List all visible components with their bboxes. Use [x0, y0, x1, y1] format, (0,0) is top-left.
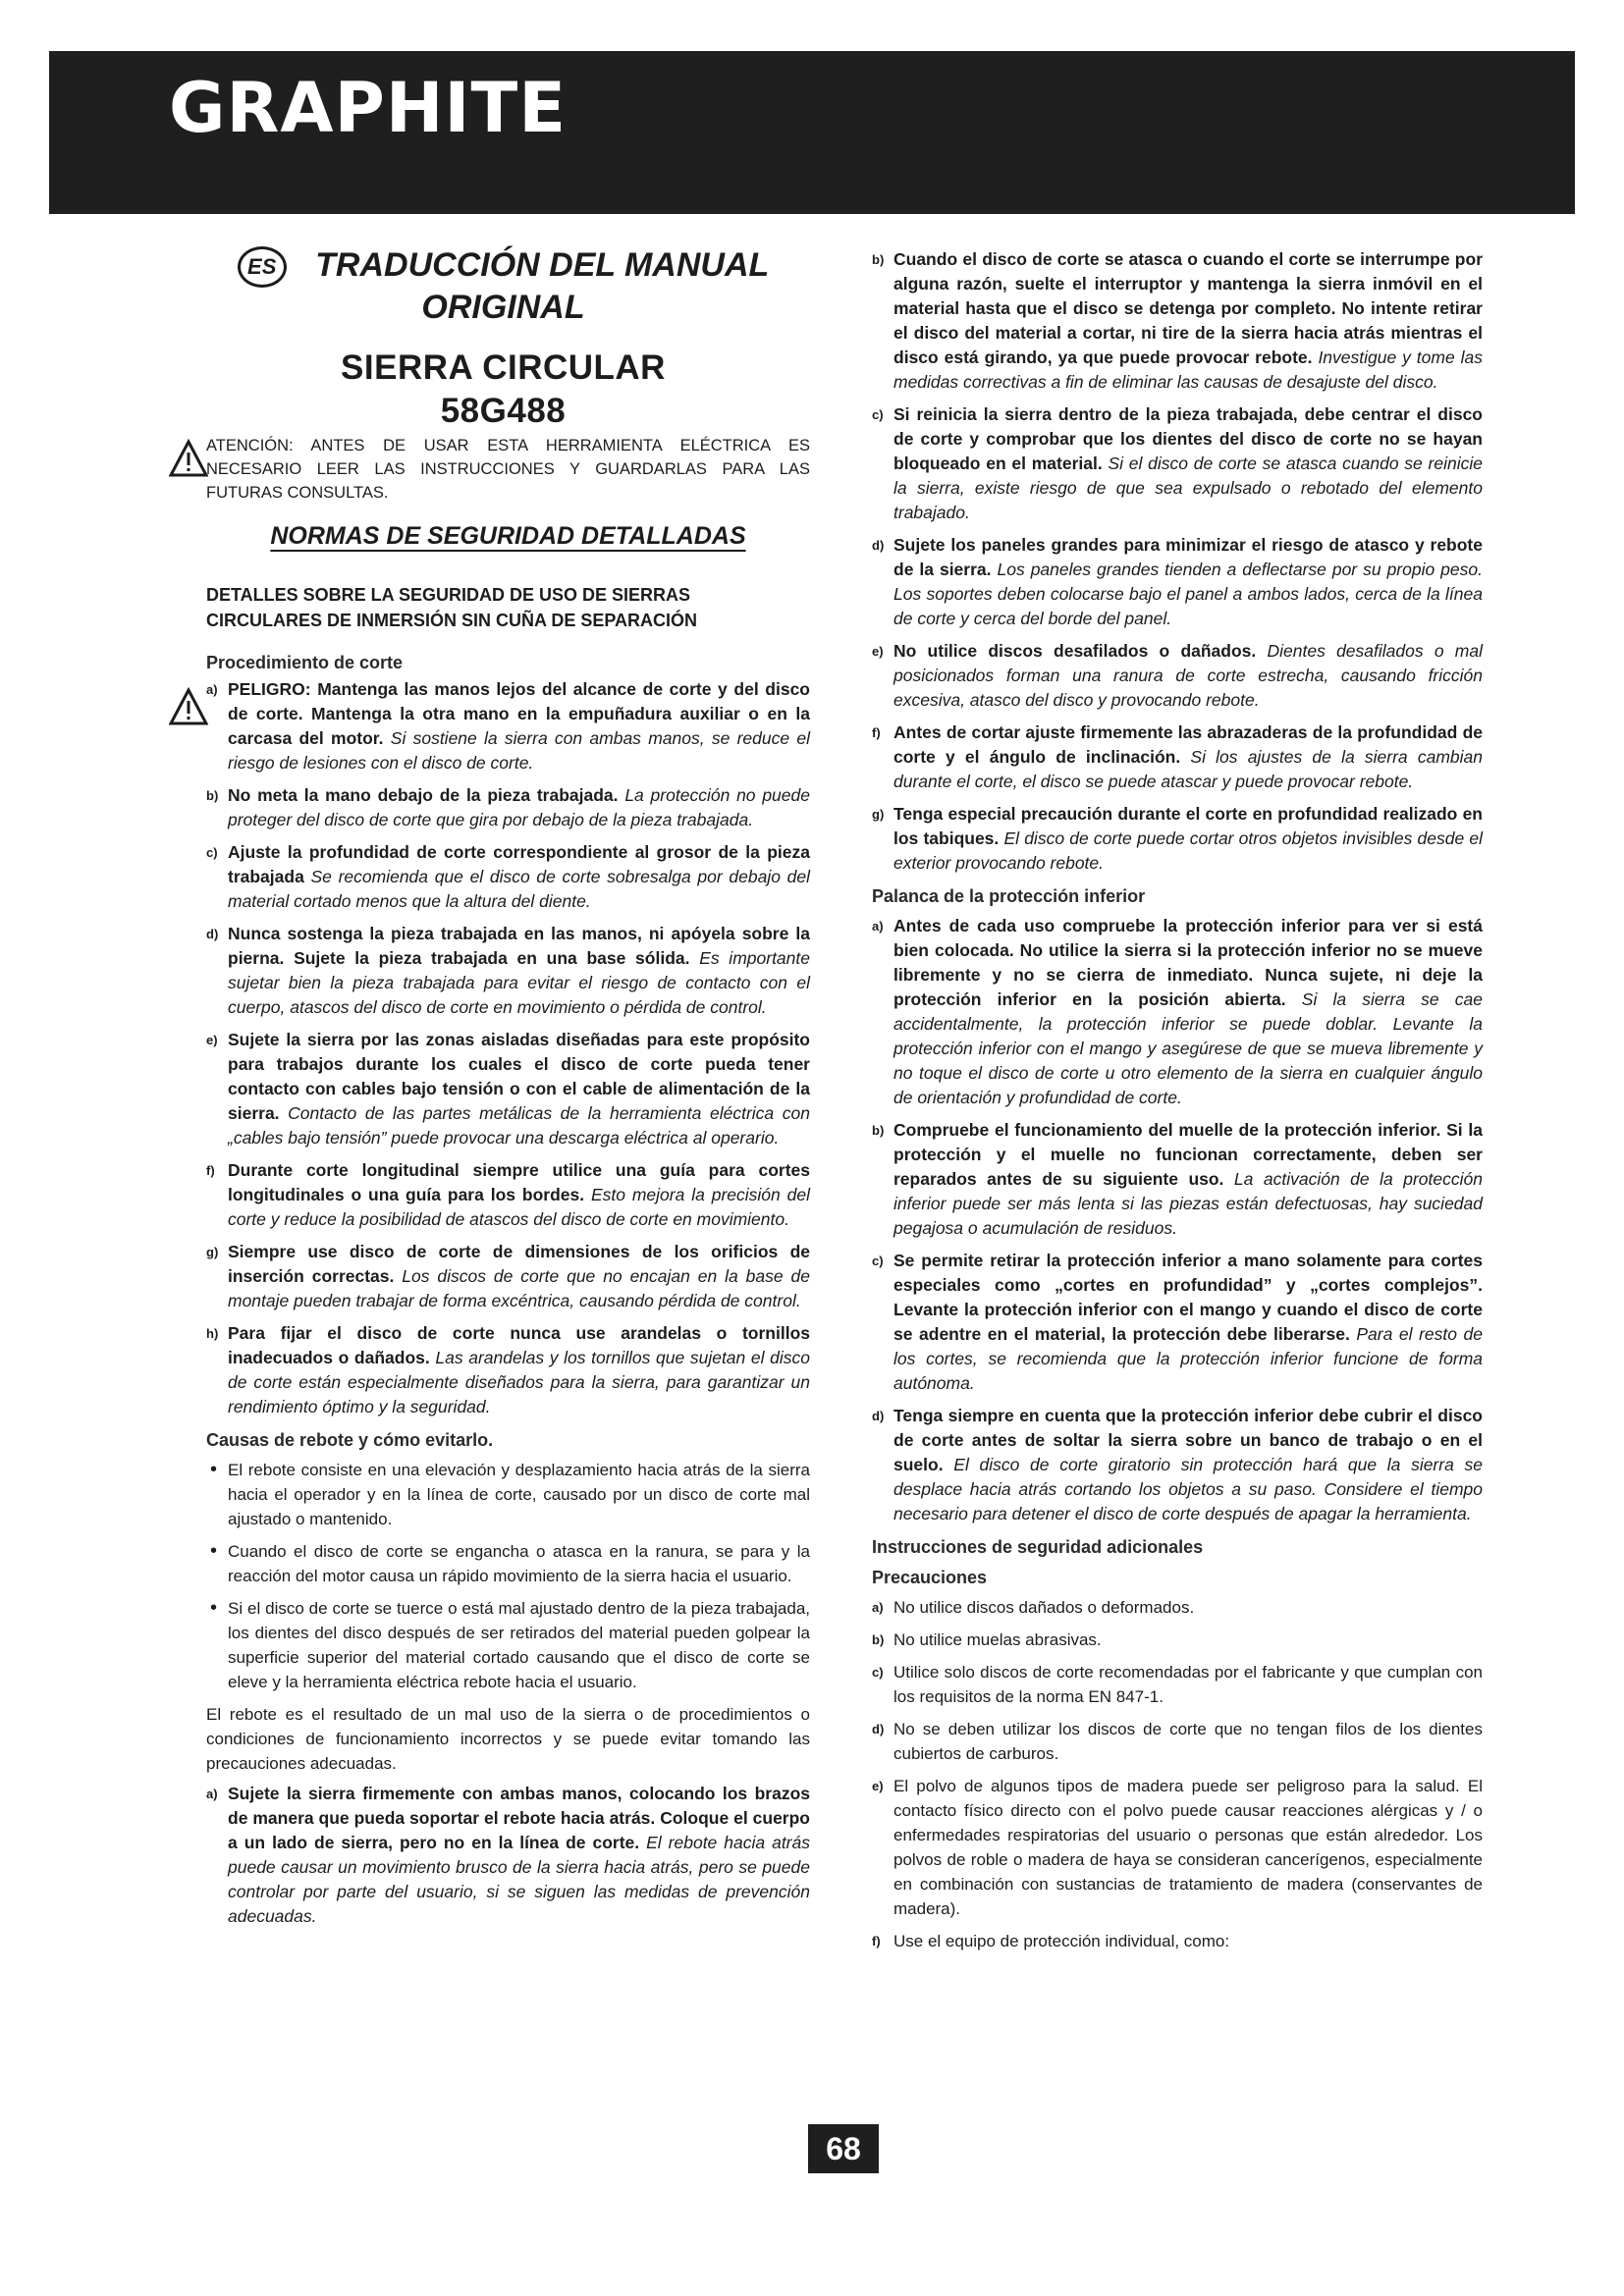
- language-badge: ES: [238, 246, 287, 288]
- list-item: b) No meta la mano debajo de la pieza trabajada. La protección no puede proteger del disco de corte que gira por debajo de la pieza trabajada.: [206, 785, 810, 829]
- list-item: c) Si reinicia la sierra dentro de la pieza trabajada, debe centrar el disco de corte y comprobar que los dientes del disco de corte no se hayan bloqueado en el material. Si el disco de corte se atasca cuando se reinicie la sierra, existe riesgo de que sea expulsado o rebotado del elemento trabajado.: [872, 404, 1483, 522]
- extra-safety-heading: Instrucciones de seguridad adicionales: [872, 1537, 1204, 1557]
- kickback-paragraph: El rebote es el resultado de un mal uso de la sierra o de procedimientos o condiciones de funcionamiento incorrectos y se puede evitar tomando las precauciones adecuadas.: [206, 1705, 810, 1773]
- product-model: 58G488: [440, 392, 567, 431]
- title-line-1: TRADUCCIÓN DEL MANUAL: [315, 246, 770, 284]
- list-item: g) Siempre use disco de corte de dimensiones de los orificios de inserción correctas. Los discos de corte que no encajan en la base de montaje pueden trabajar de forma excéntrica, causando pérdida de control.: [206, 1242, 810, 1310]
- list-item: d) No se deben utilizar los discos de corte que no tengan filos de los dientes cubiertos de carburos.: [872, 1720, 1483, 1763]
- list-item: f) Use el equipo de protección individual, como:: [872, 1932, 1230, 1950]
- kickback-heading: Causas de rebote y cómo evitarlo.: [206, 1430, 494, 1450]
- list-item: b) Compruebe el funcionamiento del muelle de la protección inferior. Si la protección y el muelle no funcionan correctamente, deben ser reparados antes de su siguiente uso. La activación de la protección inferior puede ser más lenta si las piezas están defectuosas, hay suciedad pegajosa o acumulación de residuos.: [872, 1120, 1483, 1238]
- precautions-heading: Precauciones: [872, 1568, 988, 1587]
- details-heading: DETALLES SOBRE LA SEGURIDAD DE USO DE SIERRAS CIRCULARES DE INMERSIÓN SIN CUÑA DE SEPARACIÓN: [206, 585, 698, 630]
- list-item: e) El polvo de algunos tipos de madera puede ser peligroso para la salud. El contacto físico directo con el polvo puede causar reacciones alérgicas y / o enfermedades respiratorias del usuario o personas que están alrededor. Los polvos de roble o madera de haya se consideran cancerígenos, especialmente en combinación con sustancias de tratamiento de madera (conservantes de madera).: [872, 1777, 1483, 1918]
- list-item: b) No utilice muelas abrasivas.: [872, 1630, 1102, 1649]
- list-item: d) Tenga siempre en cuenta que la protección inferior debe cubrir el disco de corte antes de soltar la sierra sobre un banco de trabajo o en el suelo. El disco de corte giratorio sin protección hará que la sierra se desplace hacia atrás cortando los objetos a su paso. Considere el tiempo necesario para detener el disco de corte después de apagar la herramienta.: [872, 1406, 1483, 1523]
- attention-notice: ATENCIÓN: ANTES DE USAR ESTA HERRAMIENTA ELÉCTRICA ES NECESARIO LEER LAS INSTRUCCIONES Y GUARDARLAS PARA LAS FUTURAS CONSULTAS.: [206, 437, 810, 502]
- manual-title: [196, 245, 810, 288]
- page-number: 68: [808, 2124, 879, 2173]
- list-item: a) Antes de cada uso compruebe la protección inferior para ver si está bien colocada. No utilice la sierra si la protección inferior no se mueve libremente y no se cierra de inmediato. Nunca sujete, ni deje la protección inferior en la posición abierta. Si la sierra se cae accidentalmente, la protección inferior se puede doblar. Levante la protección inferior con el mango y asegúrese de que se mueva libremente y no toque el disco de corte u otro elemento de la sierra en cualquier ángulo de orientación y profundidad de corte.: [872, 916, 1483, 1107]
- product-name: SIERRA CIRCULAR: [341, 348, 666, 388]
- norms-heading-wrap: [255, 522, 761, 551]
- list-item: • Si el disco de corte se tuerce o está mal ajustado dentro de la pieza trabajada, los dientes del disco después de ser retirados del material pueden golpear la superficie superior del material cortado causando que el disco de corte se eleve y la herramienta eléctrica rebote hacia el usuario.: [210, 1597, 810, 1691]
- cut-procedure-list: [206, 677, 810, 1937]
- list-item: g) Tenga especial precaución durante el corte en profundidad realizado en los tabiques. El disco de corte puede cortar otros objetos invisibles desde el exterior provocando rebote.: [872, 804, 1484, 873]
- list-item: d) Sujete los paneles grandes para minimizar el riesgo de atasco y rebote de la sierra. Los paneles grandes tienden a deflectarse por su propio peso. Los soportes deben colocarse bajo el panel a ambos lados, cerca de la línea de corte y cerca del borde del panel.: [872, 535, 1483, 628]
- title-line-2: ORIGINAL: [421, 289, 585, 327]
- list-item: • El rebote consiste en una elevación y desplazamiento hacia atrás de la sierra hacia el operador y en la línea de corte, causado por un disco de corte mal ajustado o mantenido.: [210, 1459, 810, 1528]
- list-item: a) Sujete la sierra firmemente con ambas manos, colocando los brazos de manera que pueda soportar el rebote hacia atrás. Coloque el cuerpo a un lado de sierra, pero no en la línea de corte. El rebote hacia atrás puede causar un movimiento brusco de la sierra hacia atrás, pero se puede controlar por parte del usuario, si se siguen las medidas de prevención adecuadas.: [206, 1784, 810, 1926]
- list-item: c) Ajuste la profundidad de corte correspondiente al grosor de la pieza trabajada Se recomienda que el disco de corte sobresalga por debajo del material cortado menos que la altura del diente.: [206, 842, 810, 911]
- list-item: f) Antes de cortar ajuste firmemente las abrazaderas de la profundidad de corte y el ángulo de inclinación. Si los ajustes de la sierra cambian durante el corte, el disco se puede atascar y puede provocar rebote.: [872, 722, 1483, 791]
- list-item: f) Durante corte longitudinal siempre utilice una guía para cortes longitudinales o una guía para los bordes. Esto mejora la precisión del corte y reduce la posibilidad de atascos del disco de corte en movimiento.: [206, 1160, 810, 1229]
- list-item: b) Cuando el disco de corte se atasca o cuando el corte se interrumpe por alguna razón, suelte el interruptor y mantenga la sierra inmóvil en el material hasta que el disco se detenga por completo. No intente retirar el disco del material a cortar, ni tire de la sierra hacia atrás mientras el disco está girando, ya que puede provocar rebote. Investigue y tome las medidas correctivas a fin de eliminar las causas de desajuste del disco.: [872, 249, 1483, 392]
- kickback-list-continued: [872, 247, 1483, 1961]
- warning-icon: [169, 439, 208, 478]
- title-block: [196, 245, 810, 433]
- lower-guard-heading: Palanca de la protección inferior: [872, 886, 1146, 906]
- norms-heading: NORMAS DE SEGURIDAD DETALLADAS: [270, 522, 746, 550]
- list-item: c) Utilice solo discos de corte recomendadas por el fabricante y que cumplan con los requisitos de la norma EN 847-1.: [872, 1663, 1483, 1706]
- list-item: c) Se permite retirar la protección inferior a mano solamente para cortes especiales como „cortes en profundidad” y „cortes complejos”. Levante la protección inferior con el mango y cuando el disco de corte se adentre en el material, la protección debe liberarse. Para el resto de los cortes, se recomienda que la protección inferior funcione de forma autónoma.: [872, 1251, 1483, 1393]
- brand-logo: GRAPHITE: [169, 68, 568, 148]
- cut-procedure-heading: Procedimiento de corte: [206, 653, 404, 672]
- list-item: a) PELIGRO: Mantenga las manos lejos del alcance de corte y del disco de corte. Mantenga la otra mano en la empuñadura auxiliar o en la carcasa del motor. Si sostiene la sierra con ambas manos, se reduce el riesgo de lesiones con el disco de corte.: [206, 679, 810, 773]
- list-item: e) Sujete la sierra por las zonas aisladas diseñadas para este propósito para trabajos durante los cuales el disco de corte pueda tener contacto con cables bajo tensión o con el cable de alimentación de la sierra. Contacto de las partes metálicas de la herramienta eléctrica con „cables bajo tensión” puede provocar una descarga eléctrica al operario.: [206, 1030, 810, 1148]
- list-item: h) Para fijar el disco de corte nunca use arandelas o tornillos inadecuados o dañados. Las arandelas y los tornillos que sujetan el disco de corte están especialmente diseñados para la sierra, para garantizar un rendimiento óptimo y la seguridad.: [206, 1323, 811, 1416]
- list-item: a) No utilice discos dañados o deformados.: [872, 1598, 1195, 1617]
- list-item: d) Nunca sostenga la pieza trabajada en las manos, ni apóyela sobre la pierna. Sujete la pieza trabajada en una base sólida. Es importante sujetar bien la pieza trabajada para evitar el riesgo de contacto con el cuerpo, atascos del disco de corte en movimiento o pérdida de control.: [206, 924, 810, 1017]
- list-item: e) No utilice discos desafilados o dañados. Dientes desafilados o mal posicionados forman una ranura de corte estrecha, causando fricción excesiva, atasco del disco y provocando rebote.: [872, 641, 1483, 710]
- danger-icon: [169, 687, 208, 726]
- list-item: • Cuando el disco de corte se engancha o atasca en la ranura, se para y la reacción del motor causa un rápido movimiento de la sierra hacia el usuario.: [210, 1540, 810, 1585]
